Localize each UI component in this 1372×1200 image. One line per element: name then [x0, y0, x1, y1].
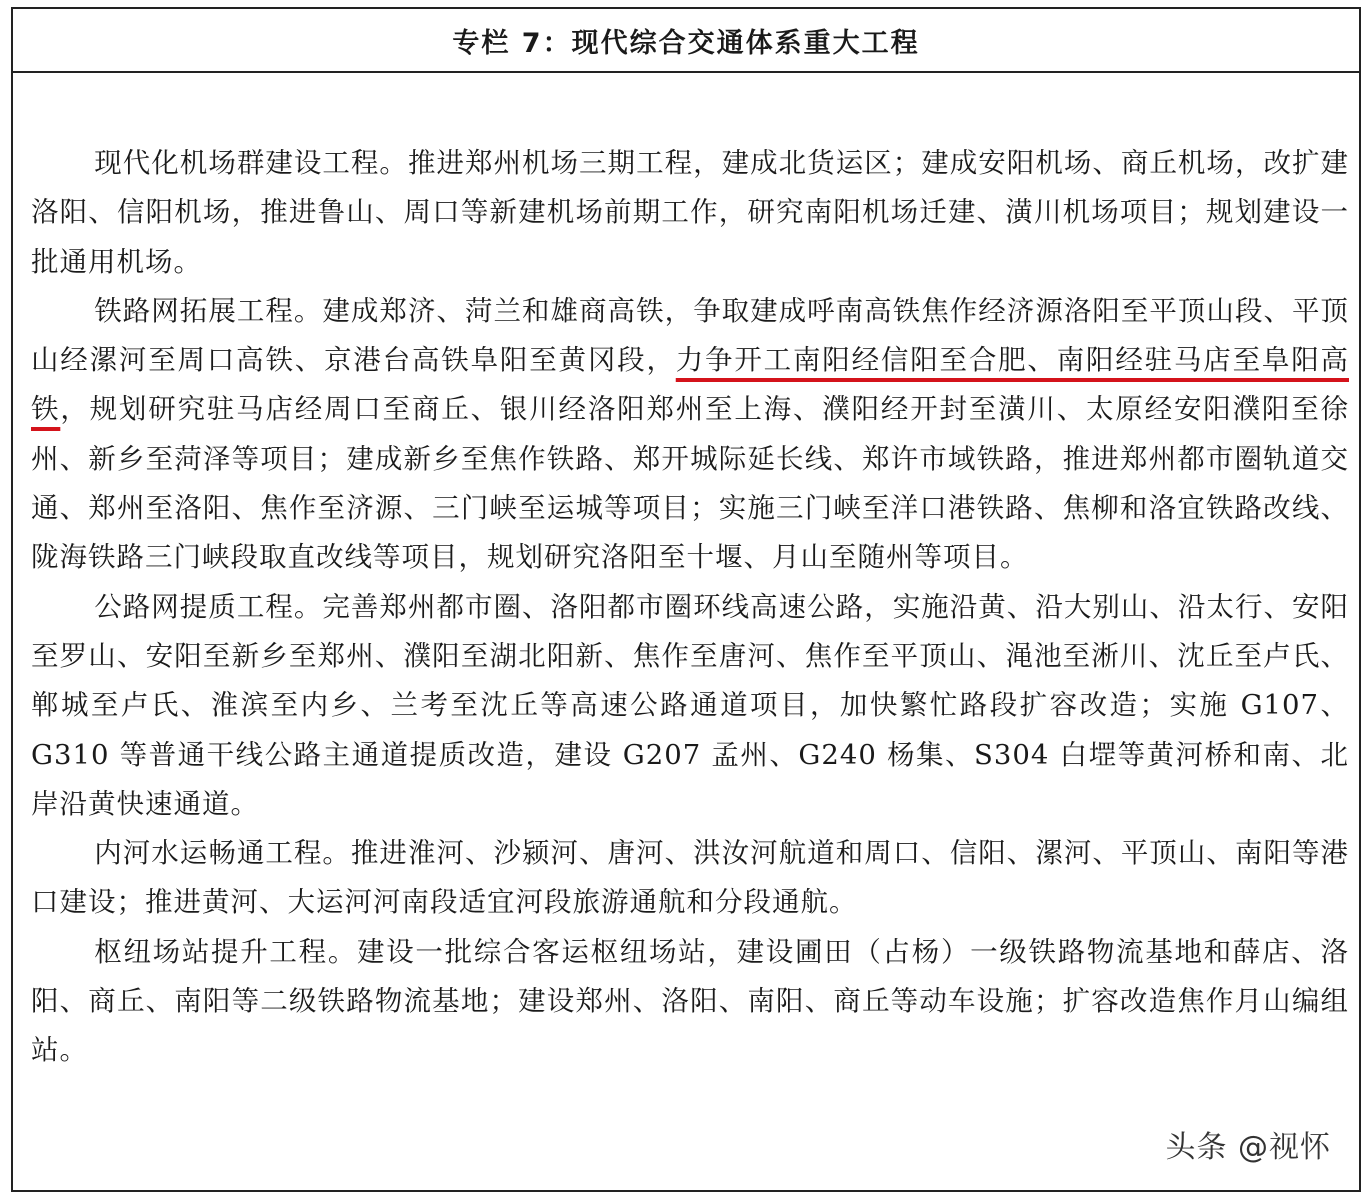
paragraph-airport [31, 139, 1349, 287]
column-header [13, 9, 1359, 73]
paragraph-text: 铁路网拓展工程。建成郑济、菏兰和雄商高铁，争取建成呼南高铁焦作经济源洛阳至平顶山段、平顶山经漯河至周口高铁、京港台高铁阜阳至黄冈段， [31, 294, 1349, 377]
column-title: 专栏 7：现代综合交通体系重大工程 [452, 27, 920, 59]
paragraph-text: 枢纽场站提升工程。建设一批综合客运枢纽场站，建设圃田（占杨）一级铁路物流基地和薛店、洛阳、商丘、南阳等二级铁路物流基地；建设郑州、洛阳、南阳、商丘等动车设施；扩容改造焦作月山编组站。 [31, 935, 1349, 1067]
paragraph-text: 公路网提质工程。完善郑州都市圈、洛阳都市圈环线高速公路，实施沿黄、沿大别山、沿太行、安阳至罗山、安阳至新乡至郑州、濮阳至湖北阳新、焦作至唐河、焦作至平顶山、渑池至淅川、沈丘至卢氏、郸城至卢氏、淮滨至内乡、兰考至沈丘等高速公路通道项目，加快繁忙路段扩容改造；实施 G107、G310 等普通干线公路主通道提质改造，建设 G207 孟州、G240 杨集、S304 白堽等黄河桥和南、北岸沿黄快速通道。 [31, 590, 1349, 820]
column-box [11, 7, 1361, 1192]
paragraph-highway [31, 583, 1349, 829]
paragraph-text: 内河水运畅通工程。推进淮河、沙颍河、唐河、洪汝河航道和周口、信阳、漯河、平顶山、南阳等港口建设；推进黄河、大运河河南段适宜河段旅游通航和分段通航。 [31, 837, 1349, 919]
highlighted-text: 力争开工南阳经信阳至合肥、南阳经驻马店至阜阳高铁 [31, 344, 1349, 426]
paragraph-text: 现代化机场群建设工程。推进郑州机场三期工程，建成北货运区；建成安阳机场、商丘机场，改扩建洛阳、信阳机场，推进鲁山、周口等新建机场前期工作，研究南阳机场迁建、潢川机场项目；规划建设一批通用机场。 [31, 147, 1349, 278]
watermark: 头条 @视怀 [1165, 1130, 1331, 1165]
paragraph-hub [31, 928, 1349, 1076]
paragraph-railway [31, 287, 1349, 583]
column-content [31, 139, 1349, 1076]
paragraph-waterway [31, 829, 1349, 928]
paragraph-text: ，规划研究驻马店经周口至商丘、银川经洛阳郑州至上海、濮阳经开封至潢川、太原经安阳濮阳至徐州、新乡至菏泽等项目；建成新乡至焦作铁路、郑开城际延长线、郑许市域铁路，推进郑州都市圈轨道交通、郑州至洛阳、焦作至济源、三门峡至运城等项目；实施三门峡至洋口港铁路、焦柳和洛宜铁路改线、陇海铁路三门峡段取直改线等项目，规划研究洛阳至十堰、月山至随州等项目。 [31, 393, 1350, 574]
